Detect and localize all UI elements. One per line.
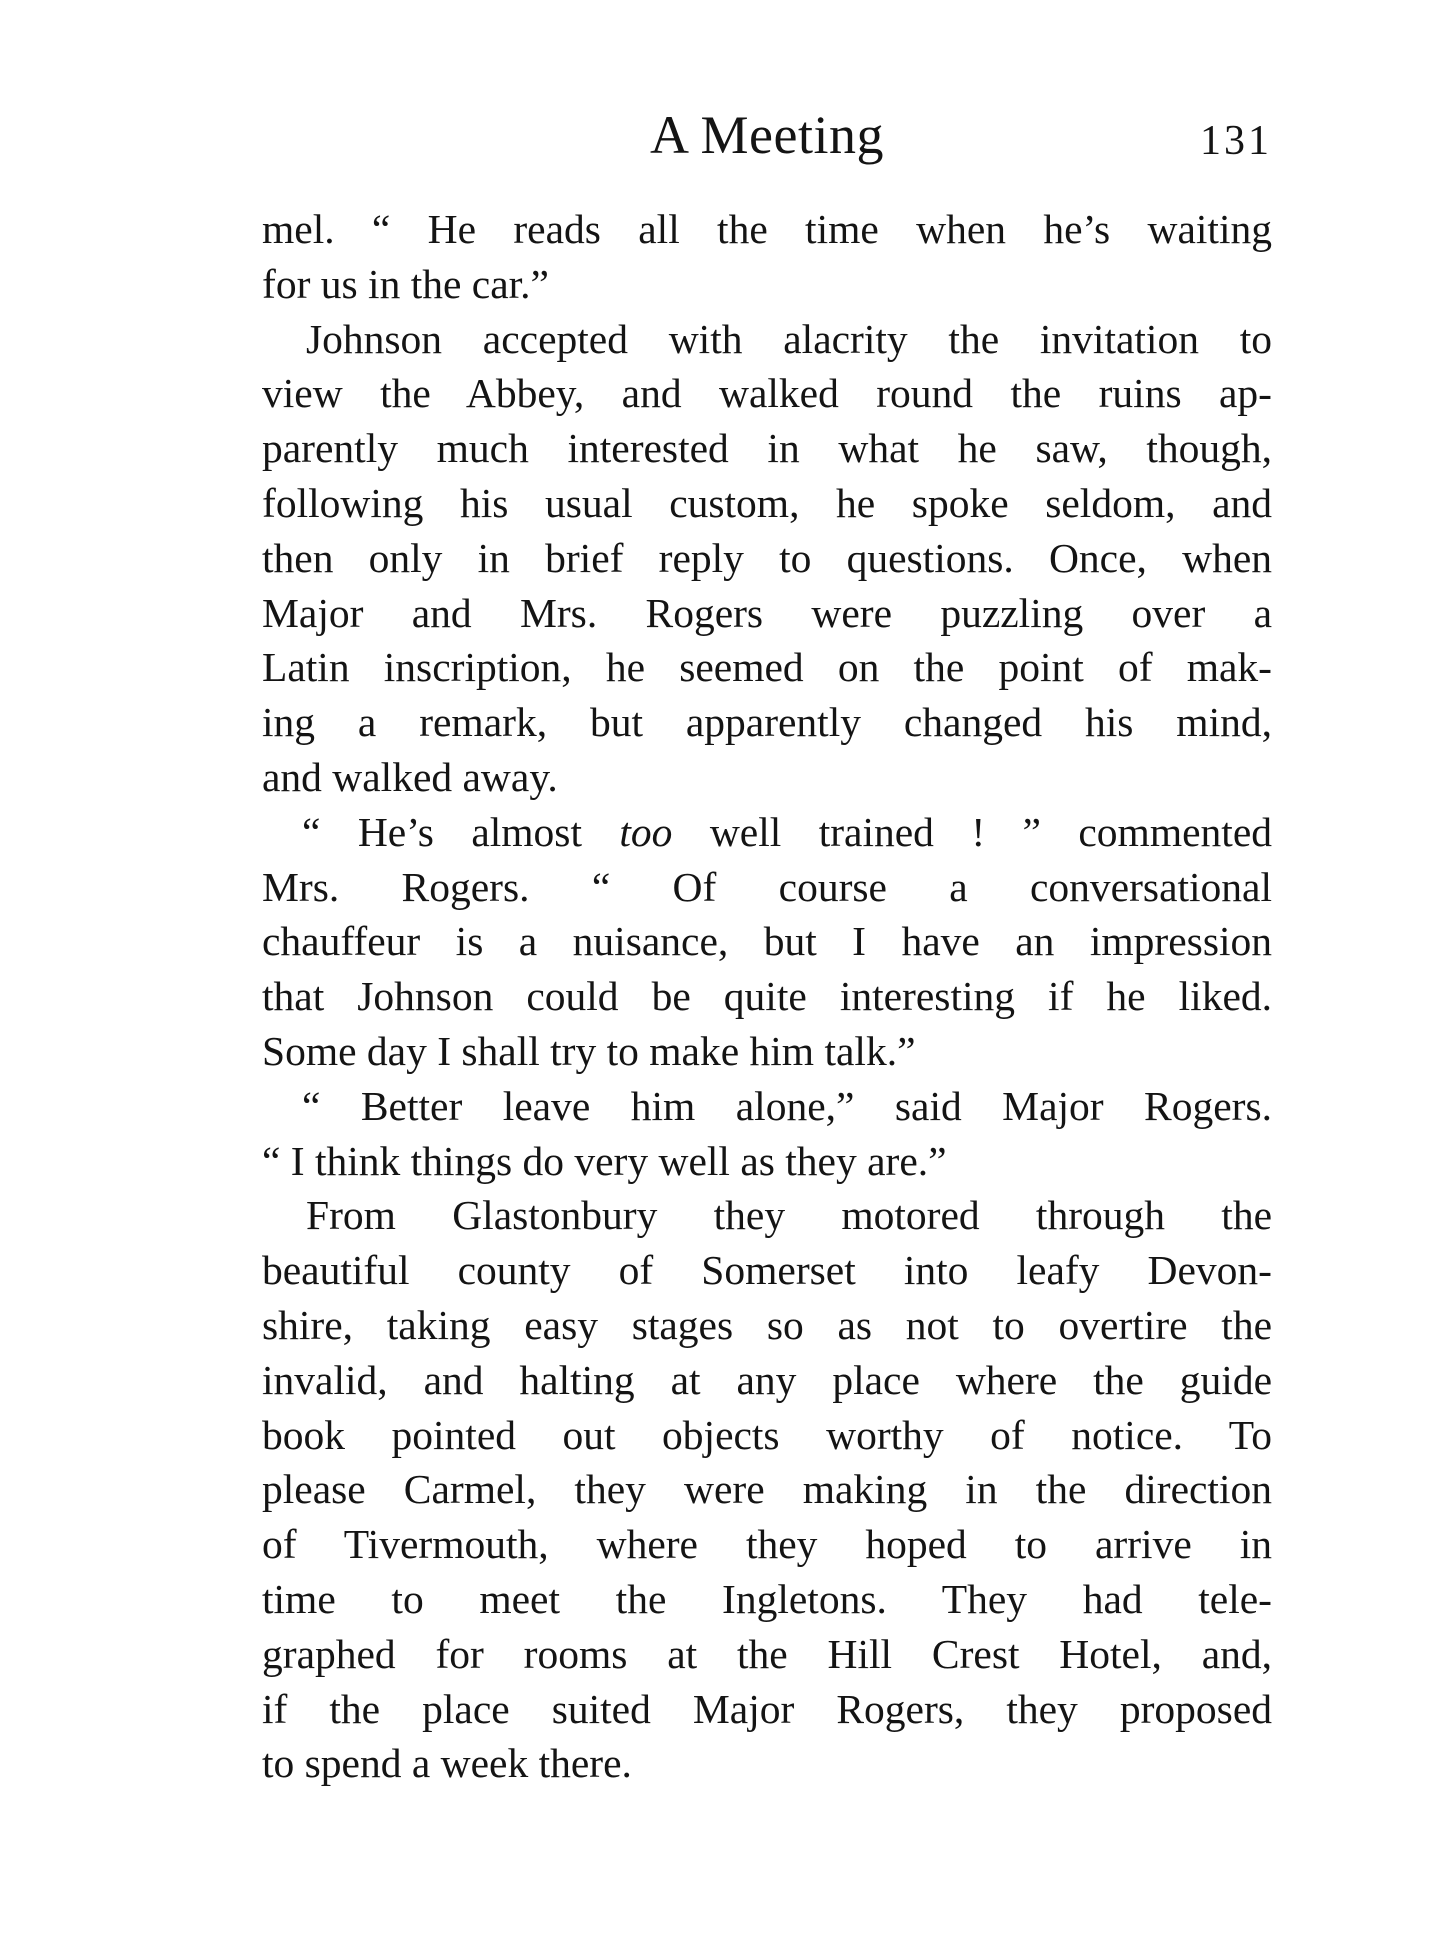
text-line: graphed for rooms at the Hill Crest Hotel, and, bbox=[262, 1630, 1272, 1677]
text-line: for us in the car.” bbox=[262, 260, 549, 307]
text-segment: well trained ! ” commented bbox=[672, 808, 1272, 855]
text-line: “ Better leave him alone,” said Major Rogers. bbox=[302, 1082, 1272, 1129]
text-line: if the place suited Major Rogers, they proposed bbox=[262, 1685, 1272, 1732]
chapter-title: A Meeting bbox=[650, 105, 884, 165]
text-line: and walked away. bbox=[262, 753, 558, 800]
text-line: mel. “ He reads all the time when he’s waiting bbox=[262, 206, 1272, 252]
text-line: following his usual custom, he spoke seldom, and bbox=[262, 479, 1272, 526]
text-line: then only in brief reply to questions. Once, when bbox=[262, 534, 1272, 581]
text-line: parently much interested in what he saw, though, bbox=[262, 425, 1272, 472]
text-line: of Tivermouth, where they hoped to arrive in bbox=[262, 1521, 1272, 1568]
text-line: invalid, and halting at any place where the guide bbox=[262, 1356, 1272, 1403]
text-line: Some day I shall try to make him talk.” bbox=[262, 1027, 916, 1074]
text-line: ing a remark, but apparently changed his mind, bbox=[262, 699, 1272, 746]
text-segment: “ He’s almost bbox=[302, 808, 620, 855]
text-line: Latin inscription, he seemed on the point of mak- bbox=[262, 644, 1272, 691]
text-line: Major and Mrs. Rogers were puzzling over a bbox=[262, 589, 1272, 636]
text-line: to spend a week there. bbox=[262, 1740, 632, 1787]
text-line: please Carmel, they were making in the direction bbox=[262, 1466, 1272, 1513]
text-line: time to meet the Ingletons. They had tele- bbox=[262, 1575, 1272, 1622]
body-text bbox=[262, 202, 1272, 1791]
page-number: 131 bbox=[1200, 118, 1272, 164]
text-line: beautiful county of Somerset into leafy Devon- bbox=[262, 1247, 1272, 1294]
italic-emphasis: too bbox=[619, 808, 673, 855]
text-line: book pointed out objects worthy of notice. To bbox=[262, 1411, 1272, 1458]
text-line: chauffeur is a nuisance, but I have an impression bbox=[262, 918, 1272, 965]
text-line: Johnson accepted with alacrity the invitation to bbox=[306, 315, 1272, 362]
running-head bbox=[262, 95, 1272, 175]
text-line: “ I think things do very well as they are.” bbox=[262, 1137, 947, 1184]
text-line: From Glastonbury they motored through the bbox=[306, 1192, 1272, 1239]
text-line: view the Abbey, and walked round the ruins ap- bbox=[262, 370, 1272, 417]
text-line: Mrs. Rogers. “ Of course a conversational bbox=[262, 863, 1272, 910]
text-line: that Johnson could be quite interesting if he liked. bbox=[262, 973, 1272, 1020]
text-line: shire, taking easy stages so as not to overtire the bbox=[262, 1301, 1272, 1348]
text-line-italic bbox=[262, 805, 1272, 860]
